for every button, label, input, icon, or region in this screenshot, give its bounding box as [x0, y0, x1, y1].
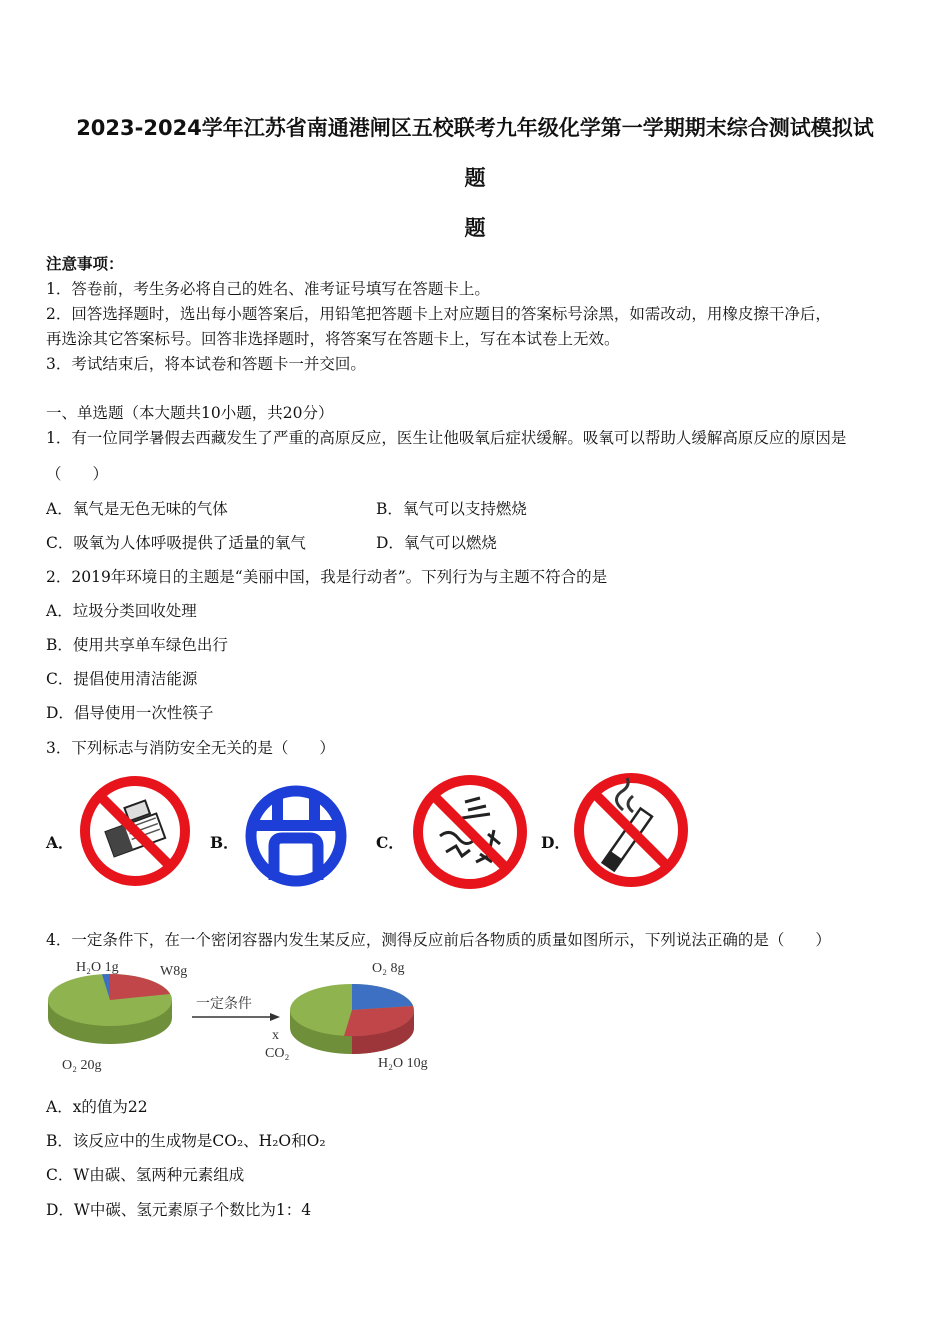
- q1-option-b: B．氧气可以支持燃烧: [376, 500, 527, 518]
- pie-after-slice-o2: [352, 984, 413, 1010]
- q3-stem: 3．下列标志与消防安全无关的是（ ）: [46, 739, 335, 757]
- q1-stem: 1．有一位同学暑假去西藏发生了严重的高原反应，医生让他吸氧后症状缓解。吸氧可以帮助人缓解高原反应的原因是: [46, 429, 847, 447]
- q3-label-b: B．: [210, 833, 239, 852]
- notice-item-2-cont: 再选涂其它答案标号。回答非选择题时，将答案写在答题卡上，写在本试卷上无效。: [46, 330, 620, 348]
- exam-title-line2: 题: [464, 166, 486, 190]
- q1-option-a: A．氧气是无色无味的气体: [46, 500, 228, 518]
- q4-option-d: D．W中碳、氢元素原子个数比为1：4: [46, 1201, 312, 1219]
- notice-item-3: 3．考试结束后，将本试卷和答题卡一并交回。: [46, 355, 366, 373]
- q1-paren: （ ）: [46, 465, 109, 483]
- reaction-arrow: [190, 1010, 282, 1024]
- energy-saving-sign: [244, 784, 348, 888]
- exam-title-line1: 2023-2024学年江苏省南通港闸区五校联考九年级化学第一学期期末综合测试模拟试: [76, 116, 874, 140]
- no-smoking-sign: [571, 770, 691, 890]
- section1-heading: 一、单选题（本大题共10小题，共20分）: [46, 404, 334, 422]
- q2-option-b: B．使用共享单车绿色出行: [46, 636, 228, 654]
- notice-heading: 注意事项：: [46, 254, 124, 273]
- q2-option-d: D．倡导使用一次性筷子: [46, 704, 214, 722]
- q4-option-c: C．W由碳、氢两种元素组成: [46, 1166, 245, 1184]
- q4-option-b: B．该反应中的生成物是CO₂、H₂O和O₂: [46, 1132, 326, 1150]
- pie-before-reaction: [44, 966, 184, 1062]
- notice-item-1: 1．答卷前，考生务必将自己的姓名、准考证号填写在答题卡上。: [46, 280, 490, 298]
- exam-title-line3: 题: [464, 216, 486, 240]
- notice-item-2: 2．回答选择题时，选出每小题答案后，用铅笔把答题卡上对应题目的答案标号涂黑，如需改动，用橡皮擦干净后，: [46, 305, 831, 323]
- q1-option-d: D．氧气可以燃烧: [376, 534, 497, 552]
- q2-option-c: C．提倡使用清洁能源: [46, 670, 198, 688]
- pie-after-label-x: x: [272, 1028, 279, 1043]
- pie-before-label-h2o: H₂O 1g: [76, 960, 119, 975]
- pie-before-label-o2: O₂ 20g: [62, 1058, 102, 1073]
- pie-after-label-h2o: H₂O 10g: [378, 1056, 428, 1071]
- arrow-condition-label: 一定条件: [196, 996, 252, 1012]
- q3-label-a: A．: [46, 833, 74, 852]
- q2-option-a: A．垃圾分类回收处理: [46, 602, 197, 620]
- q1-option-c: C．吸氧为人体呼吸提供了适量的氧气: [46, 534, 306, 552]
- q4-stem: 4．一定条件下，在一个密闭容器内发生某反应，测得反应前后各物质的质量如图所示，下列说法正确的是（ ）: [46, 931, 831, 949]
- q3-label-c: C．: [376, 833, 404, 852]
- pie-after-label-co2: CO₂: [265, 1046, 290, 1061]
- q4-option-a: A．x的值为22: [46, 1098, 148, 1116]
- pie-after-label-o2: O₂ 8g: [372, 961, 405, 976]
- no-fireworks-sign: [410, 772, 530, 892]
- q3-label-d: D．: [541, 833, 570, 852]
- pie-before-label-w: W8g: [160, 964, 188, 979]
- no-matches-sign: [78, 774, 192, 888]
- q2-stem: 2．2019年环境日的主题是“美丽中国，我是行动者”。下列行为与主题不符合的是: [46, 568, 608, 586]
